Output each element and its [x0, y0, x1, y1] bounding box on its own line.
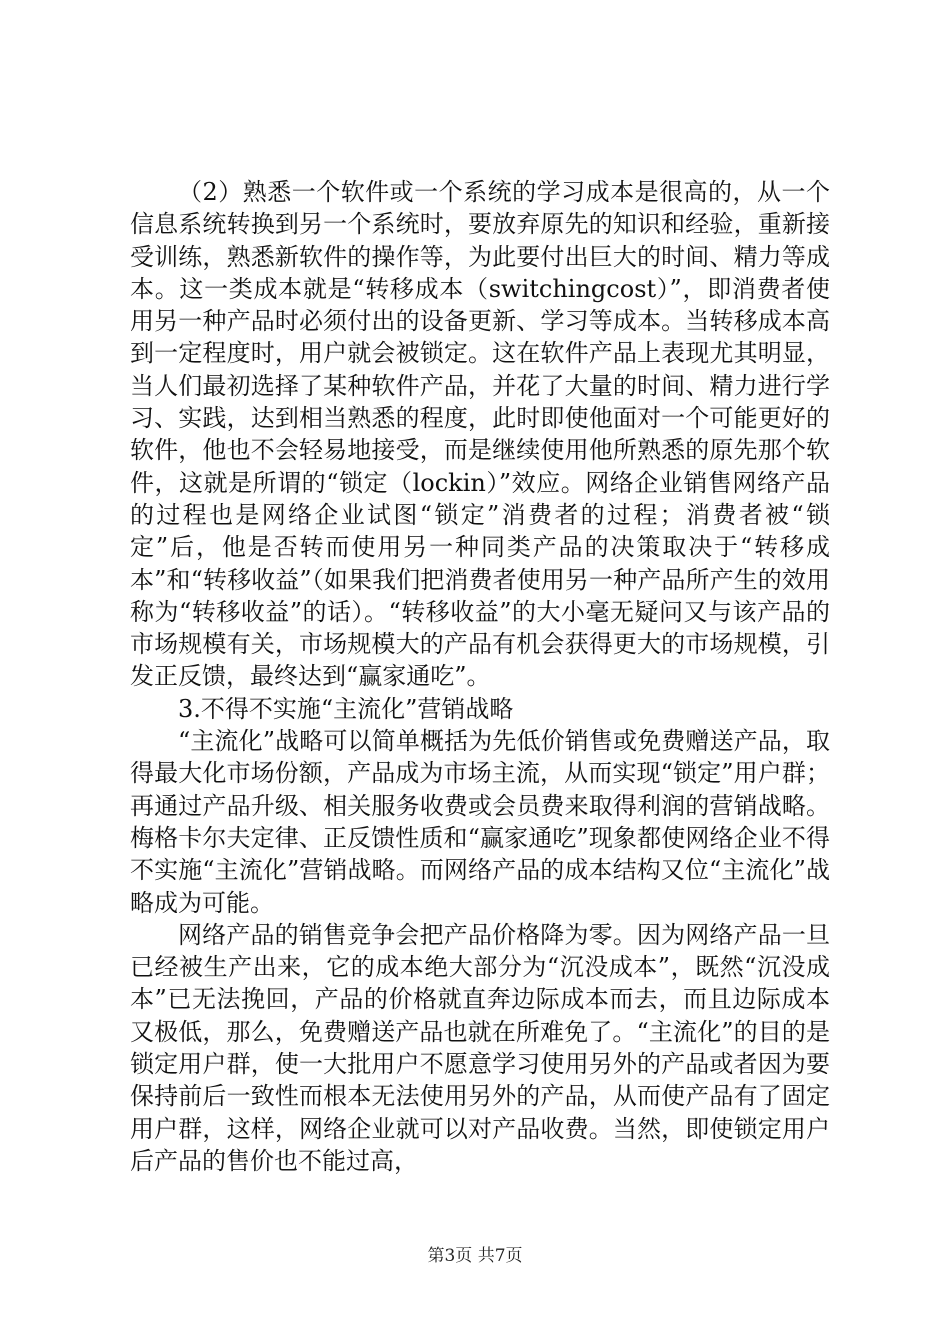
paragraph-mainstream-definition: “主流化”战略可以简单概括为先低价销售或免费赠送产品，取得最大化市场份额，产品成为市场主流，从而实现“锁定”用户群；再通过产品升级、相关服务收费或会员费来取得利润的营销战略。梅格卡尔夫定律、正反馈性质和“赢家通吃”现象都使网络企业不得不实施“主流化”营销战略。而网络产品的成本结构又位“主流化”战略成为可能。: [130, 727, 830, 917]
paragraph-switching-cost: （2）熟悉一个软件或一个系统的学习成本是很高的，从一个信息系统转换到另一个系统时，要放弃原先的知识和经验，重新接受训练，熟悉新软件的操作等，为此要付出巨大的时间、精力等成本。这一类成本就是“转移成本（switchingcost）”，即消费者使用另一种产品时必须付出的设备更新、学习等成本。当转移成本高到一定程度时，用户就会被锁定。这在软件产品上表现尤其明显，当人们最初选择了某种软件产品，并花了大量的时间、精力进行学习、实践，达到相当熟悉的程度，此时即使他面对一个可能更好的软件，他也不会轻易地接受，而是继续使用他所熟悉的原先那个软件，这就是所谓的“锁定（lockin）”效应。网络企业销售网络产品的过程也是网络企业试图“锁定”消费者的过程；消费者被“锁定”后，他是否转而使用另一种同类产品的决策取决于“转移成本”和“转移收益”（如果我们把消费者使用另一种产品所产生的效用称为“转移收益”的话）。“转移收益”的大小毫无疑问又与该产品的市场规模有关，市场规模大的产品有机会获得更大的市场规模，引发正反馈，最终达到“赢家通吃”。: [130, 178, 830, 691]
page-number-footer: 第3页 共7页: [427, 1246, 523, 1266]
body-text: [130, 176, 830, 1177]
paragraph-price-competition: 网络产品的销售竞争会把产品价格降为零。因为网络产品一旦已经被生产出来，它的成本绝大部分为“沉没成本”，既然“沉没成本”已无法挽回，产品的价格就直奔边际成本而去，而且边际成本又极低，那么，免费赠送产品也就在所难免了。“主流化”的目的是锁定用户群，使一大批用户不愿意学习使用另外的产品或者因为要保持前后一致性而根本无法使用另外的产品，从而使产品有了固定用户群，这样，网络企业就可以对产品收费。当然，即使锁定用户后产品的售价也不能过高，: [130, 920, 830, 1175]
section-heading-mainstream-strategy: 3.不得不实施“主流化”营销战略: [178, 694, 514, 723]
